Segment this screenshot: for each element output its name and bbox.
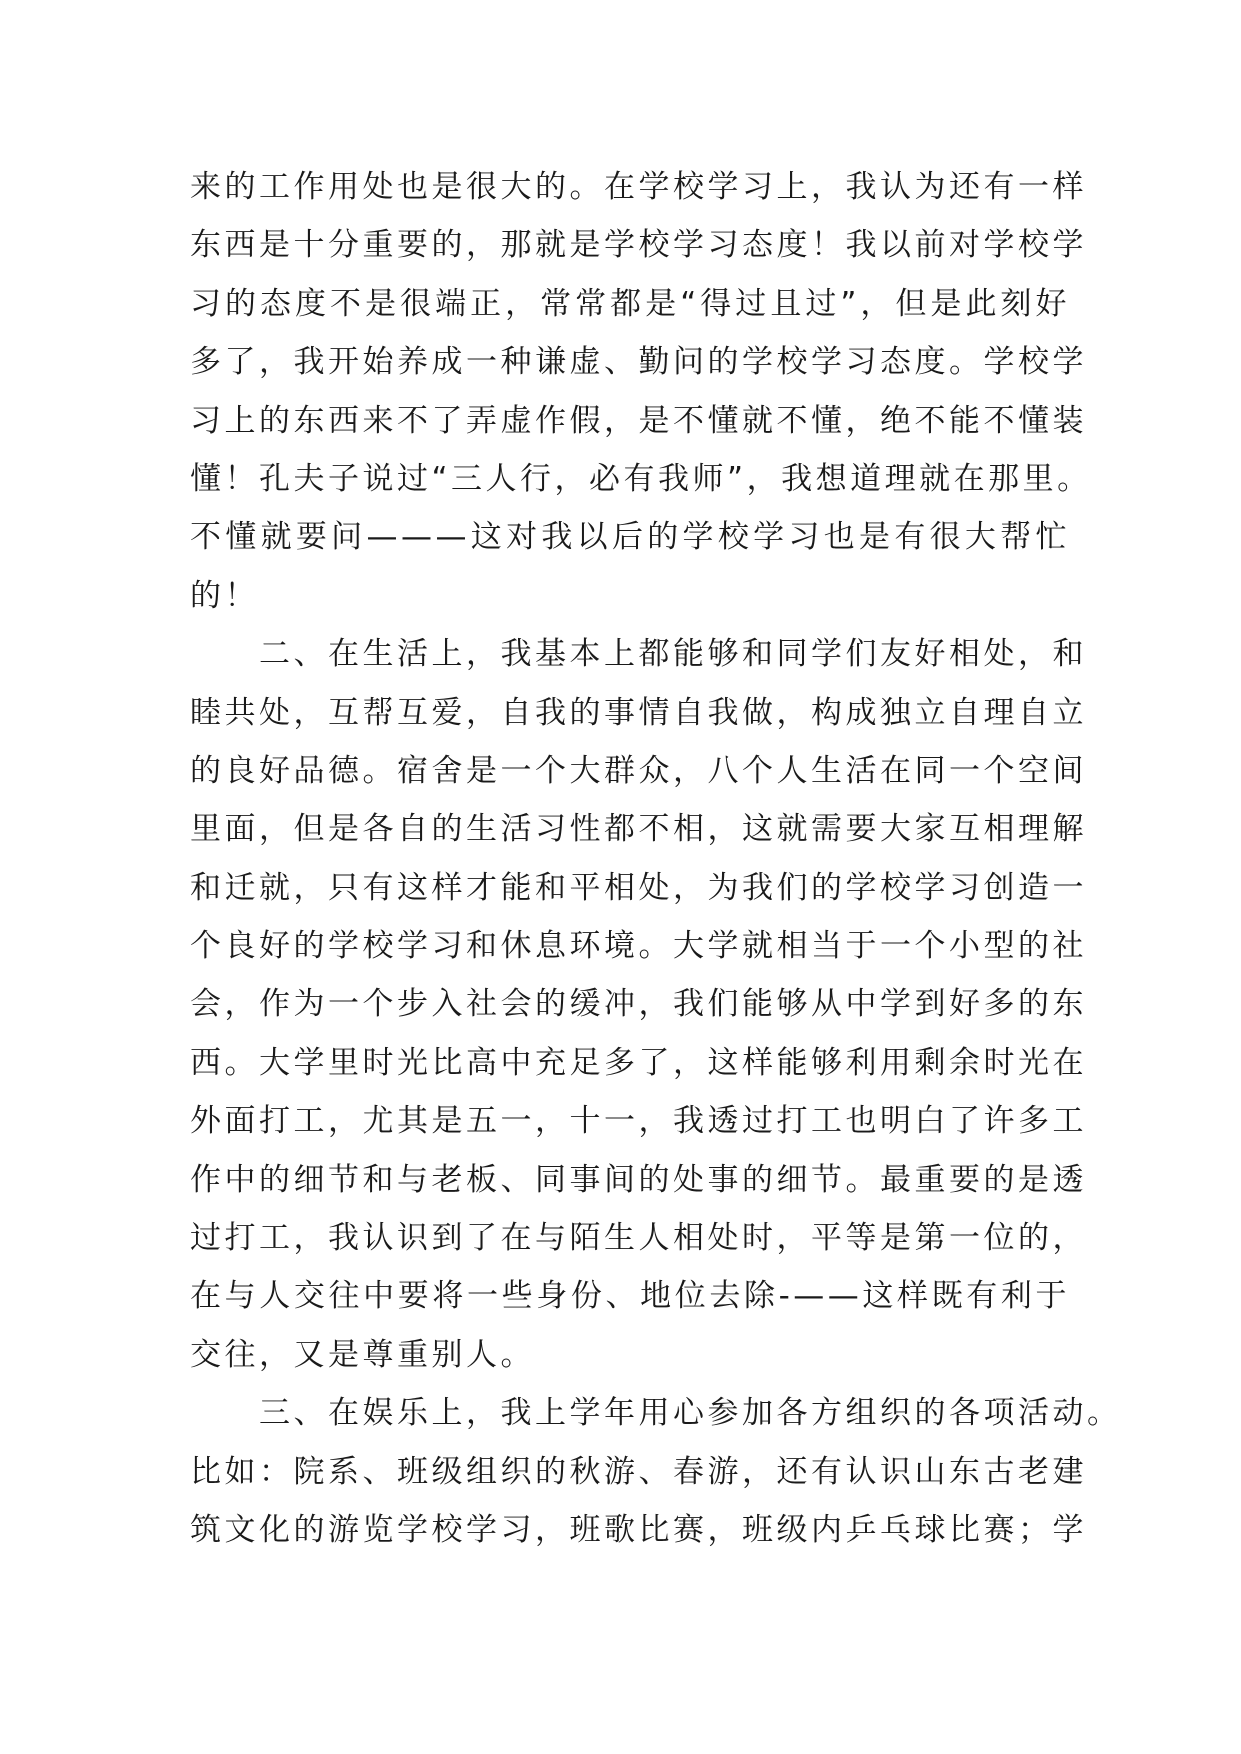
text-line: 的！: [190, 577, 259, 614]
text-line: 作中的细节和与老板、同事间的处事的细节。最重要的是透: [190, 1161, 1087, 1198]
text-line: 交往，又是尊重别人。: [190, 1336, 535, 1373]
text-line: 西。大学里时光比高中充足多了，这样能够利用剩余时光在: [190, 1044, 1087, 1081]
text-line: 多了，我开始养成一种谦虚、勤问的学校学习态度。学校学: [190, 344, 1087, 381]
text-line: 睦共处，互帮互爱，自我的事情自我做，构成独立自理自立: [190, 694, 1087, 731]
text-line: 筑文化的游览学校学习，班歌比赛，班级内乒乓球比赛；学: [190, 1511, 1087, 1548]
text-line: 习上的东西来不了弄虚作假，是不懂就不懂，绝不能不懂装: [190, 402, 1087, 439]
text-line: 和迁就，只有这样才能和平相处，为我们的学校学习创造一: [190, 869, 1087, 906]
text-line: 习的态度不是很端正，常常都是“得过且过”，但是此刻好: [190, 285, 1070, 322]
text-line: 东西是十分重要的，那就是学校学习态度！我以前对学校学: [190, 227, 1087, 264]
text-line: 个良好的学校学习和休息环境。大学就相当于一个小型的社: [190, 928, 1087, 965]
text-line: 来的工作用处也是很大的。在学校学习上，我认为还有一样: [190, 169, 1087, 205]
text-line: 外面打工，尤其是五一，十一，我透过打工也明白了许多工: [190, 1103, 1087, 1140]
text-line: 不懂就要问———这对我以后的学校学习也是有很大帮忙: [190, 519, 1070, 556]
text-line: 会，作为一个步入社会的缓冲，我们能够从中学到好多的东: [190, 986, 1087, 1023]
text-line: 懂！孔夫子说过“三人行，必有我师”，我想道理就在那里。: [190, 460, 1092, 497]
text-line: 的良好品德。宿舍是一个大群众，八个人生活在同一个空间: [190, 752, 1087, 789]
paragraph-start-line: 二、在生活上，我基本上都能够和同学们友好相处，和: [190, 636, 1087, 673]
text-line: 在与人交往中要将一些身份、地位去除-——这样既有利于: [190, 1278, 1070, 1315]
paragraph-start-line: 三、在娱乐上，我上学年用心参加各方组织的各项活动。: [190, 1395, 1122, 1432]
body-text: [190, 158, 1122, 1559]
text-line: 比如：院系、班级组织的秋游、春游，还有认识山东古老建: [190, 1453, 1087, 1490]
text-line: 过打工，我认识到了在与陌生人相处时，平等是第一位的，: [190, 1220, 1087, 1257]
text-line: 里面，但是各自的生活习性都不相，这就需要大家互相理解: [190, 811, 1087, 848]
